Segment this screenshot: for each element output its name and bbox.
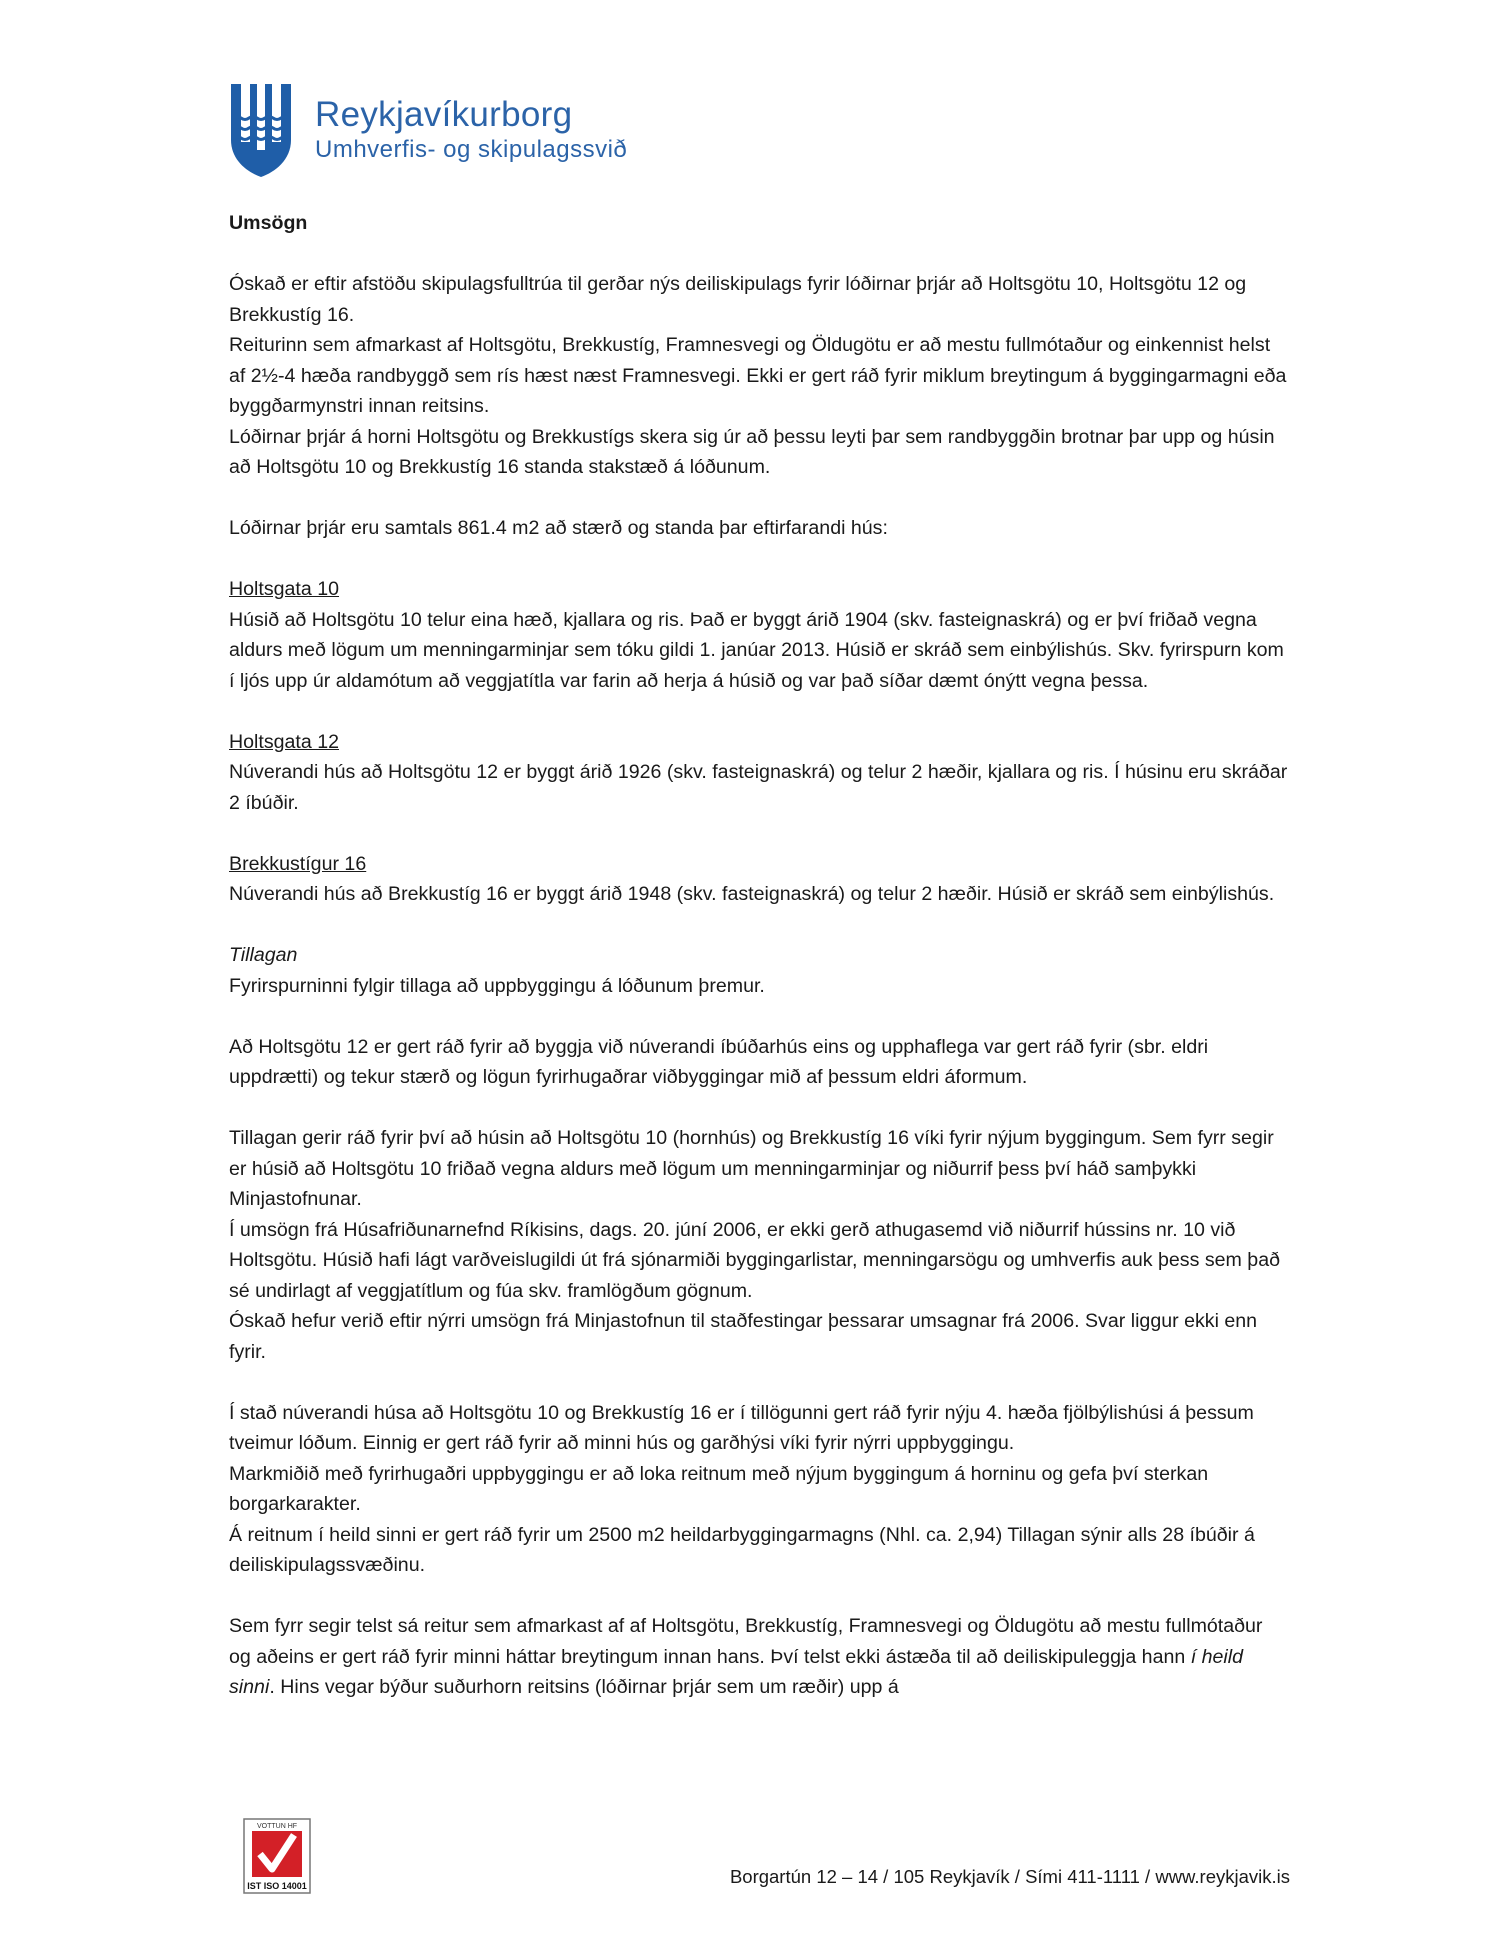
cert-bottom-label: IST ISO 14001 — [247, 1881, 307, 1891]
letterhead — [229, 82, 627, 178]
iso-14001-certification-icon — [243, 1818, 311, 1894]
proposal-heading: Tillagan — [229, 944, 298, 966]
closing-emphasis: í heild sinni — [229, 1645, 1243, 1698]
proposal-paragraph: Óskað hefur verið eftir nýrri umsögn frá Minjastofnun til staðfestingar þessarar umsagnar frá 2006. Svar liggur ekki enn fyrir. — [229, 1310, 1258, 1363]
cert-top-label: VOTTUN HF — [256, 1823, 298, 1830]
footer-address: Borgartún 12 – 14 / 105 Reykjavík / Sími 411-1111 / www.reykjavik.is — [729, 1866, 1290, 1887]
property-text: Núverandi hús að Brekkustíg 16 er byggt árið 1948 (skv. fasteignaskrá) og telur 2 hæðir. Húsið er skráð sem einbýlishús. — [229, 883, 1275, 905]
org-name: Reykjavíkurborg — [315, 95, 573, 134]
closing-text: . Hins vegar býður suðurhorn reitsins (lóðirnar þrjár sem um ræðir) upp á — [269, 1676, 899, 1698]
intro-paragraph: Óskað er eftir afstöðu skipulagsfulltrúa til gerðar nýs deiliskipulags fyrir lóðirnar þrjár að Holtsgötu 10, Holtsgötu 12 og Brekkustíg 16. — [229, 273, 1247, 326]
proposal-paragraph: Að Holtsgötu 12 er gert ráð fyrir að byggja við núverandi íbúðarhús eins og upphaflega var gert ráð fyrir (sbr. eldri uppdrætti) og tekur stærð og lögun fyrirhugaðrar viðbyggingar mið af þessum eldri áformum. — [229, 1035, 1209, 1088]
closing-paragraph — [229, 1611, 1289, 1703]
proposal-intro: Fyrirspurninni fylgir tillaga að uppbyggingu á lóðunum þremur. — [229, 974, 765, 997]
proposal-paragraph: Í umsögn frá Húsafriðunarnefnd Ríkisins, dags. 20. júní 2006, er ekki gerð athugasemd við niðurrif hússins nr. 10 við Holtsgötu. Húsið hafi lágt varðveislugildi út frá sjónarmiði byggingarlistar, menningarsögu og umhverfis auk þess sem það sé undirlagt af veggjatítlum og fúa skv. framlögðum gögnum. — [229, 1218, 1280, 1302]
property-text: Húsið að Holtsgötu 10 telur eina hæð, kjallara og ris. Það er byggt árið 1904 (skv. fasteignaskrá) og er því friðað vegna aldurs með lögum um menningarminjar sem tóku gildi 1. janúar 2013. Húsið er skráð sem einbýlishús. Skv. fyrirspurn kom í ljós upp úr aldamótum að veggjatítla var farin að herja á húsið og var það síðar dæmt ónýtt vegna þessa. — [229, 608, 1284, 692]
reykjavik-coat-of-arms-icon — [229, 82, 293, 178]
proposal-paragraph: Í stað núverandi húsa að Holtsgötu 10 og Brekkustíg 16 er í tillögunni gert ráð fyrir nýju 4. hæða fjölbýlishúsi á þessum tveimur lóðum. Einnig er gert ráð fyrir að minni hús og garðhýsi víki fyrir nýrri uppbyggingu. — [229, 1401, 1254, 1454]
property-heading: Brekkustígur 16 — [229, 852, 367, 875]
proposal-paragraph: Markmiðið með fyrirhugaðri uppbyggingu er að loka reitnum með nýjum byggingum á horninu og gefa því sterkan borgarkarakter. — [229, 1462, 1209, 1515]
property-heading: Holtsgata 12 — [229, 730, 340, 753]
proposal-paragraph: Tillagan gerir ráð fyrir því að húsin að Holtsgötu 10 (hornhús) og Brekkustíg 16 víki fyrir nýjum byggingum. Sem fyrr segir er húsið að Holtsgötu 10 friðað vegna aldurs með lögum um menningarminjar og niðurrif þess því háð samþykki Minjastofnunar. — [229, 1127, 1274, 1210]
intro-paragraph: Reiturinn sem afmarkast af Holtsgötu, Brekkustíg, Framnesvegi og Öldugötu er að mestu fullmótaður og einkennist helst af 2½-4 hæða randbyggð sem rís hæst næst Framnesvegi. Ekki er gert ráð fyrir miklum breytingum á byggingarmagni eða byggðarmynstri innan reitsins. — [229, 334, 1287, 417]
proposal-paragraph: Á reitnum í heild sinni er gert ráð fyrir um 2500 m2 heildarbyggingarmagns (Nhl. ca. 2,94) Tillagan sýnir alls 28 íbúðir á deiliskipulagssvæðinu. — [229, 1523, 1255, 1576]
department-name: Umhverfis- og skipulagssvið — [315, 136, 628, 163]
document-body — [229, 208, 1289, 1703]
document-title: Umsögn — [229, 212, 308, 234]
closing-text: Sem fyrr segir telst sá reitur sem afmarkast af af Holtsgötu, Brekkustíg, Framnesvegi og Öldugötu að mestu fullmótaður og aðeins er gert ráð fyrir minni háttar breytingum innan hans. Því telst ekki ástæða til að deiliskipuleggja hann — [229, 1615, 1263, 1668]
intro-paragraph: Lóðirnar þrjár á horni Holtsgötu og Brekkustígs skera sig úr að þessu leyti þar sem randbyggðin brotnar þar upp og húsin að Holtsgötu 10 og Brekkustíg 16 standa stakstæð á lóðunum. — [229, 425, 1275, 478]
lots-summary: Lóðirnar þrjár eru samtals 861.4 m2 að stærð og standa þar eftirfarandi hús: — [229, 517, 888, 539]
property-text: Núverandi hús að Holtsgötu 12 er byggt árið 1926 (skv. fasteignaskrá) og telur 2 hæðir, kjallara og ris. Í húsinu eru skráðar 2 íbúðir. — [229, 761, 1288, 814]
property-heading: Holtsgata 10 — [229, 578, 340, 600]
